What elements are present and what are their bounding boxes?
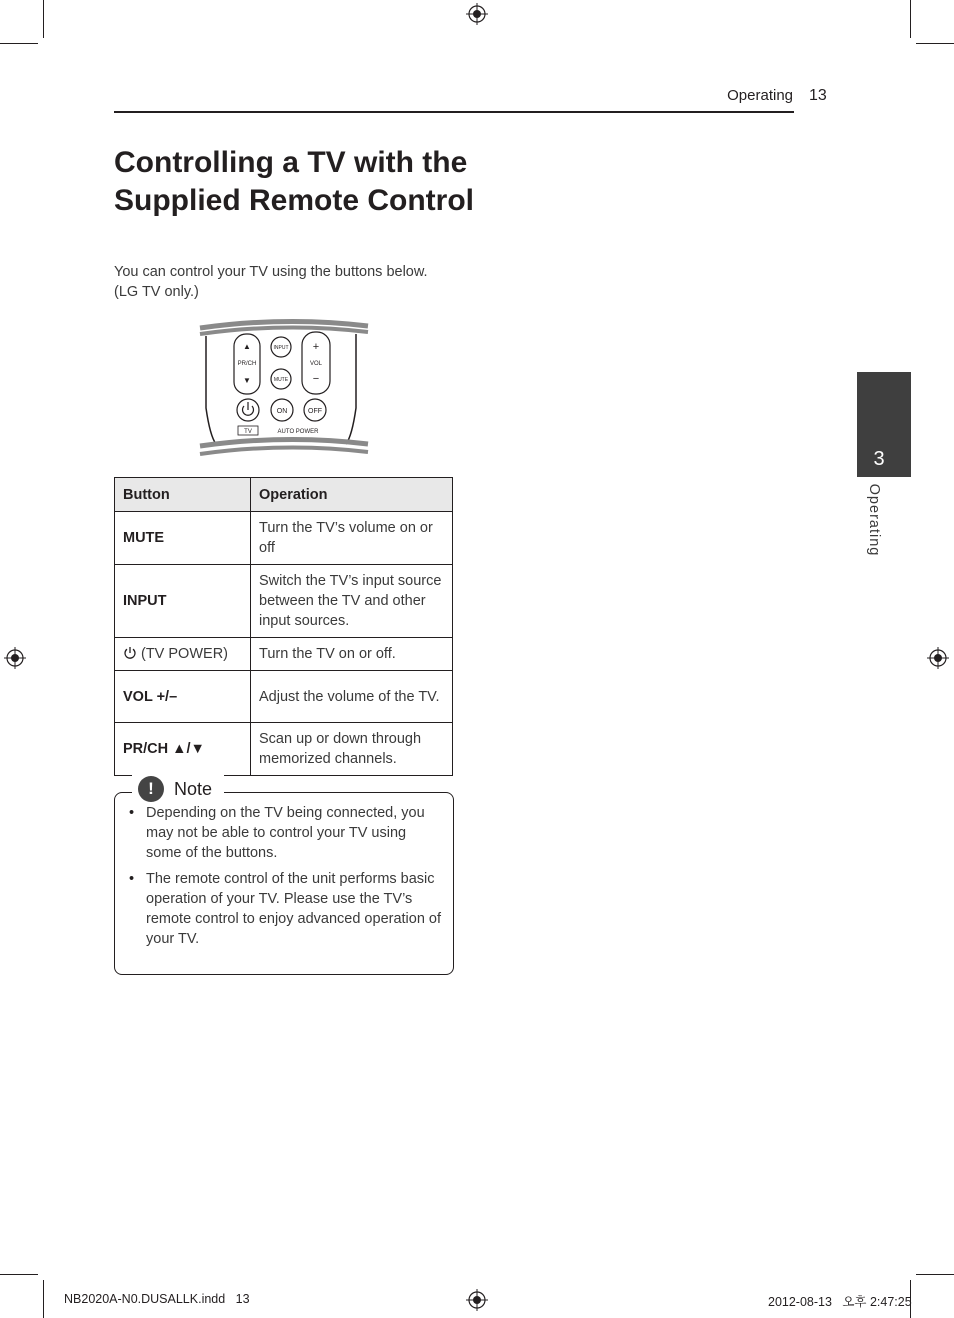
registration-mark-icon (466, 3, 488, 25)
operation-cell: Adjust the volume of the TV. (251, 671, 453, 723)
remote-up-arrow: ▲ (243, 342, 251, 351)
page-number: 13 (809, 87, 827, 104)
note-title: Note (174, 778, 213, 799)
button-cell: INPUT (115, 565, 251, 638)
remote-power-icon (243, 402, 254, 415)
exclamation-icon: ! (138, 776, 164, 802)
note-list (127, 803, 442, 955)
registration-mark-icon (466, 1289, 488, 1311)
tv-power-label: (TV POWER) (141, 646, 228, 662)
button-cell: PR/CH ▲/▼ (115, 723, 251, 776)
chapter-label: Operating (866, 483, 882, 557)
registration-mark-icon (927, 647, 949, 669)
remote-prch-label: PR/CH (237, 361, 257, 367)
registration-mark-icon (4, 647, 26, 669)
table-header-row (115, 478, 453, 512)
remote-vol-plus: + (312, 341, 320, 353)
column-header-operation: Operation (251, 478, 453, 512)
operation-cell: Switch the TV’s input source between the TV and other input sources. (251, 565, 453, 638)
crop-mark (0, 43, 38, 44)
remote-on-label: ON (276, 408, 288, 415)
operation-cell: Turn the TV’s volume on or off (251, 512, 453, 565)
remote-input-label: INPUT (273, 345, 289, 351)
footer-file-name: NB2020A-N0.DUSALLK.indd 13 (64, 1292, 250, 1306)
remote-mute-label: MUTE (273, 377, 289, 383)
intro-text: You can control your TV using the buttons below. (LG TV only.) (114, 264, 428, 300)
button-cell: MUTE (115, 512, 251, 565)
list-item: • Depending on the TV being connected, you may not be able to control your TV using some of the buttons. (127, 803, 442, 863)
crop-mark (910, 0, 911, 38)
table-row (115, 512, 453, 565)
button-cell: VOL +/– (115, 671, 251, 723)
table-row (115, 565, 453, 638)
header-rule (114, 111, 794, 113)
crop-mark (916, 1274, 954, 1275)
button-cell (115, 638, 251, 671)
remote-tv-label: TV (244, 429, 252, 435)
remote-vol-label: VOL (309, 361, 323, 367)
page-title: Controlling a TV with the Supplied Remote Control (114, 146, 474, 217)
chapter-number: 3 (873, 448, 885, 470)
remote-off-label: OFF (308, 408, 322, 415)
remote-control-illustration (196, 318, 374, 464)
table-row (115, 671, 453, 723)
remote-down-arrow: ▼ (243, 376, 251, 385)
crop-mark (916, 43, 954, 44)
remote-auto-power-label: AUTO POWER (277, 429, 319, 435)
footer-datetime: 2012-08-13 오후 2:47:25 (768, 1295, 912, 1309)
power-icon (123, 646, 137, 660)
crop-mark (0, 1274, 38, 1275)
crop-mark (43, 1280, 44, 1318)
table-row (115, 723, 453, 776)
note-heading (132, 775, 224, 803)
operation-cell: Turn the TV on or off. (251, 638, 453, 671)
operation-cell: Scan up or down through memorized channels. (251, 723, 453, 776)
list-item: • The remote control of the unit performs basic operation of your TV. Please use the TV’s remote control to enjoy advanced operation of your TV. (127, 869, 442, 949)
table-row (115, 638, 453, 671)
crop-mark (43, 0, 44, 38)
operations-table (114, 477, 453, 776)
column-header-button: Button (115, 478, 251, 512)
header-section-title: Operating (727, 87, 793, 104)
remote-vol-minus: − (312, 373, 320, 385)
